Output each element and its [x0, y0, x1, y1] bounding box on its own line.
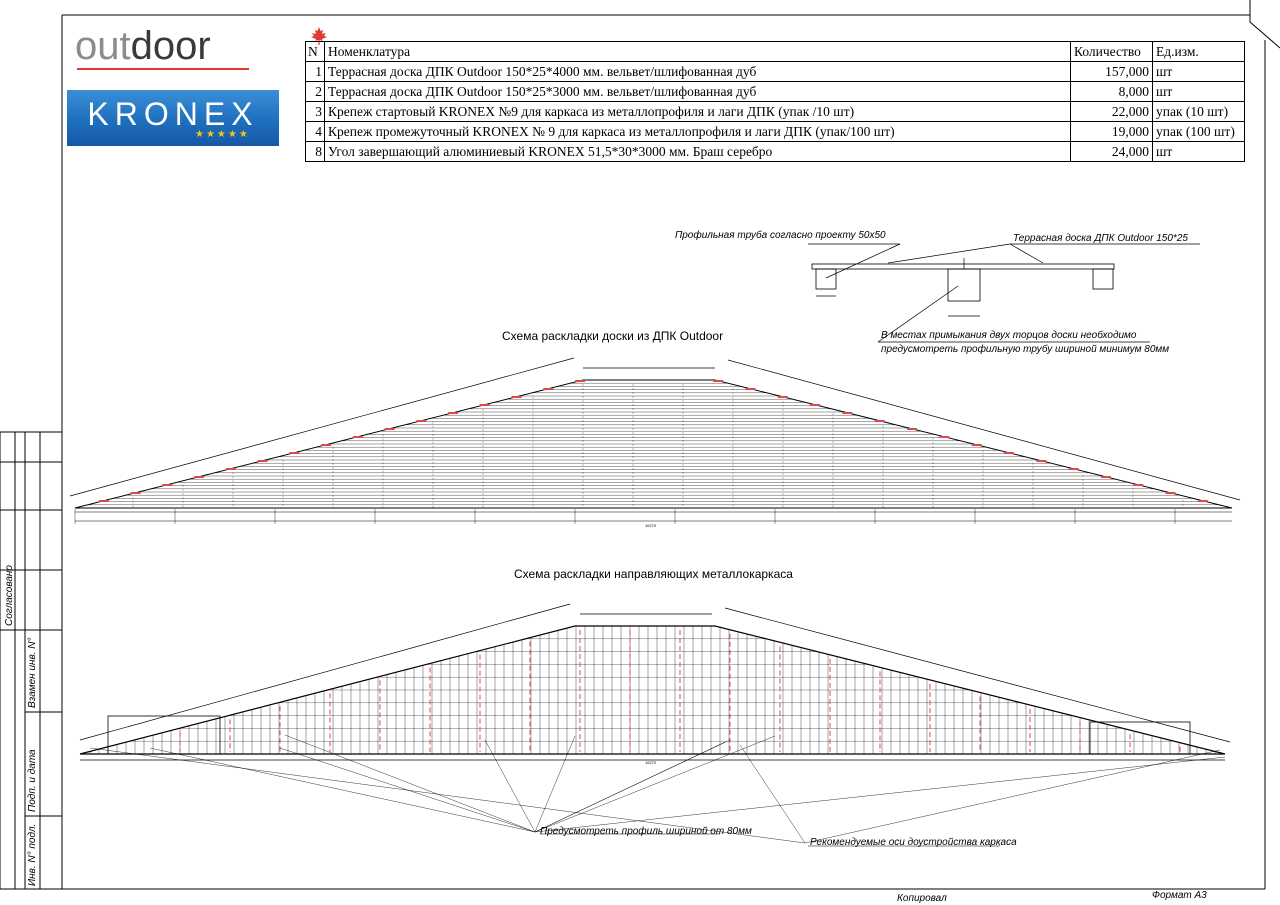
dim-marker — [1198, 500, 1208, 502]
copied-label: Копировал — [897, 893, 947, 904]
dim-marker — [1133, 484, 1143, 486]
dim-marker — [258, 460, 268, 462]
dim-marker — [972, 444, 982, 446]
dim-marker — [162, 484, 172, 486]
pipe-section-left — [816, 269, 836, 289]
note-line-1: В местах примыкания двух торцов доски необходимо — [881, 330, 1137, 341]
row-unit: шт — [1153, 82, 1245, 102]
row-qty: 22,000 — [1071, 102, 1153, 122]
dim-marker — [1004, 452, 1014, 454]
format-label: Формат А3 — [1152, 890, 1207, 901]
header-name: Номенклатура — [325, 42, 1071, 62]
profile-leader — [285, 735, 535, 832]
table-row — [306, 62, 1245, 82]
header-qty: Количество — [1071, 42, 1153, 62]
row-name: Террасная доска ДПК Outdoor 150*25*4000 мм. вельвет/шлифованная дуб — [325, 62, 1071, 82]
dim-marker — [131, 492, 141, 494]
board-section — [812, 264, 1114, 269]
stamp-agreed-label: Согласовано — [4, 565, 15, 626]
dim-marker — [713, 380, 723, 382]
dim-marker — [543, 388, 553, 390]
total-dim-label: 16270 — [645, 523, 657, 528]
dim-marker — [1166, 492, 1176, 494]
outdoor-logo-text-2: door — [130, 24, 211, 68]
table-header-row — [306, 42, 1245, 62]
stamp-inv-orig-label: Инв. N° подл. — [27, 823, 38, 886]
board-leader-2 — [1010, 244, 1043, 263]
row-qty: 8,000 — [1071, 82, 1153, 102]
row-unit: упак (100 шт) — [1153, 122, 1245, 142]
row-name: Крепеж стартовый KRONEX №9 для каркаса из металлопрофиля и лаги ДПК (упак /10 шт) — [325, 102, 1071, 122]
dim-marker — [385, 428, 395, 430]
board-leader-1 — [888, 244, 1010, 263]
profile-leader — [150, 748, 535, 832]
profile-width-note: Предусмотреть профиль шириной от 80мм — [540, 826, 752, 837]
pipe-leader — [826, 244, 900, 278]
note-line-2: предусмотреть профильную трубу шириной минимум 80мм — [881, 344, 1170, 355]
row-unit: упак (10 шт) — [1153, 102, 1245, 122]
row-unit: шт — [1153, 62, 1245, 82]
pipe-section-right — [1093, 269, 1113, 289]
dim-left-slope — [70, 358, 574, 496]
dim-marker — [842, 412, 852, 414]
table-row — [306, 122, 1245, 142]
row-n: 8 — [306, 142, 325, 162]
axes-leader — [805, 750, 1220, 843]
row-name: Крепеж промежуточный KRONEX № 9 для каркаса из металлопрофиля и лаги ДПК (упак/100 шт) — [325, 122, 1071, 142]
row-name: Угол завершающий алюминиевый KRONEX 51,5*30*3000 мм. Браш серебро — [325, 142, 1071, 162]
row-qty: 24,000 — [1071, 142, 1153, 162]
board-layout-drawing — [70, 358, 1240, 528]
dim-marker — [1036, 460, 1046, 462]
scheme1-title: Схема раскладки доски из ДПК Outdoor — [502, 329, 724, 343]
row-unit: шт — [1153, 142, 1245, 162]
row-n: 4 — [306, 122, 325, 142]
table-row — [306, 82, 1245, 102]
row-n: 1 — [306, 62, 325, 82]
profile-leader — [535, 736, 575, 832]
frame-layout-drawing — [80, 604, 1230, 846]
total-dim-label: 16270 — [645, 760, 657, 765]
dim-marker — [939, 436, 949, 438]
dim-marker — [194, 476, 204, 478]
scheme2-title: Схема раскладки направляющих металлокаркаса — [514, 567, 793, 581]
dim-marker — [512, 396, 522, 398]
dim-marker — [875, 420, 885, 422]
dim-marker — [226, 468, 236, 470]
stamp-replace-inv-label: Взамен инв. N° — [27, 637, 38, 708]
row-n: 3 — [306, 102, 325, 122]
row-qty: 157,000 — [1071, 62, 1153, 82]
outdoor-logo-text-1: out — [75, 24, 131, 68]
dim-marker — [448, 412, 458, 414]
specification-table — [305, 41, 1245, 162]
dim-marker — [1101, 476, 1111, 478]
dim-marker — [745, 388, 755, 390]
dim-marker — [907, 428, 917, 430]
board-label: Террасная доска ДПК Outdoor 150*25 — [1013, 233, 1188, 244]
dim-marker — [810, 404, 820, 406]
dim-marker — [289, 452, 299, 454]
dim-marker — [99, 500, 109, 502]
profile-detail-drawing — [808, 244, 1200, 342]
profile-leader — [535, 736, 775, 832]
dim-marker — [778, 396, 788, 398]
end-box-right — [1090, 722, 1190, 754]
dim-marker — [416, 420, 426, 422]
dim-marker — [353, 436, 363, 438]
table-row — [306, 142, 1245, 162]
dim-marker — [321, 444, 331, 446]
pipe-section-center — [948, 269, 980, 301]
stamp-sign-date-label: Подп. и дата — [27, 749, 38, 812]
outdoor-logo — [75, 26, 255, 74]
kronex-logo-text: KRONEX — [87, 96, 259, 132]
kronex-logo — [67, 90, 279, 146]
dim-marker — [1069, 468, 1079, 470]
row-n: 2 — [306, 82, 325, 102]
dim-marker — [480, 404, 490, 406]
frame-axes-note: Рекомендуемые оси доустройства каркаса — [810, 837, 1017, 848]
table-row — [306, 102, 1245, 122]
row-name: Террасная доска ДПК Outdoor 150*25*3000 мм. вельвет/шлифованная дуб — [325, 82, 1071, 102]
row-qty: 19,000 — [1071, 122, 1153, 142]
kronex-stars: ★★★★★ — [195, 129, 250, 140]
dim-right-slope — [728, 360, 1240, 500]
dim-marker — [575, 380, 585, 382]
header-n: N — [306, 42, 325, 62]
outdoor-logo-underline — [77, 68, 249, 70]
pipe-label: Профильная труба согласно проекту 50х50 — [675, 230, 886, 241]
dim-left-slope — [80, 604, 570, 740]
header-unit: Ед.изм. — [1153, 42, 1245, 62]
